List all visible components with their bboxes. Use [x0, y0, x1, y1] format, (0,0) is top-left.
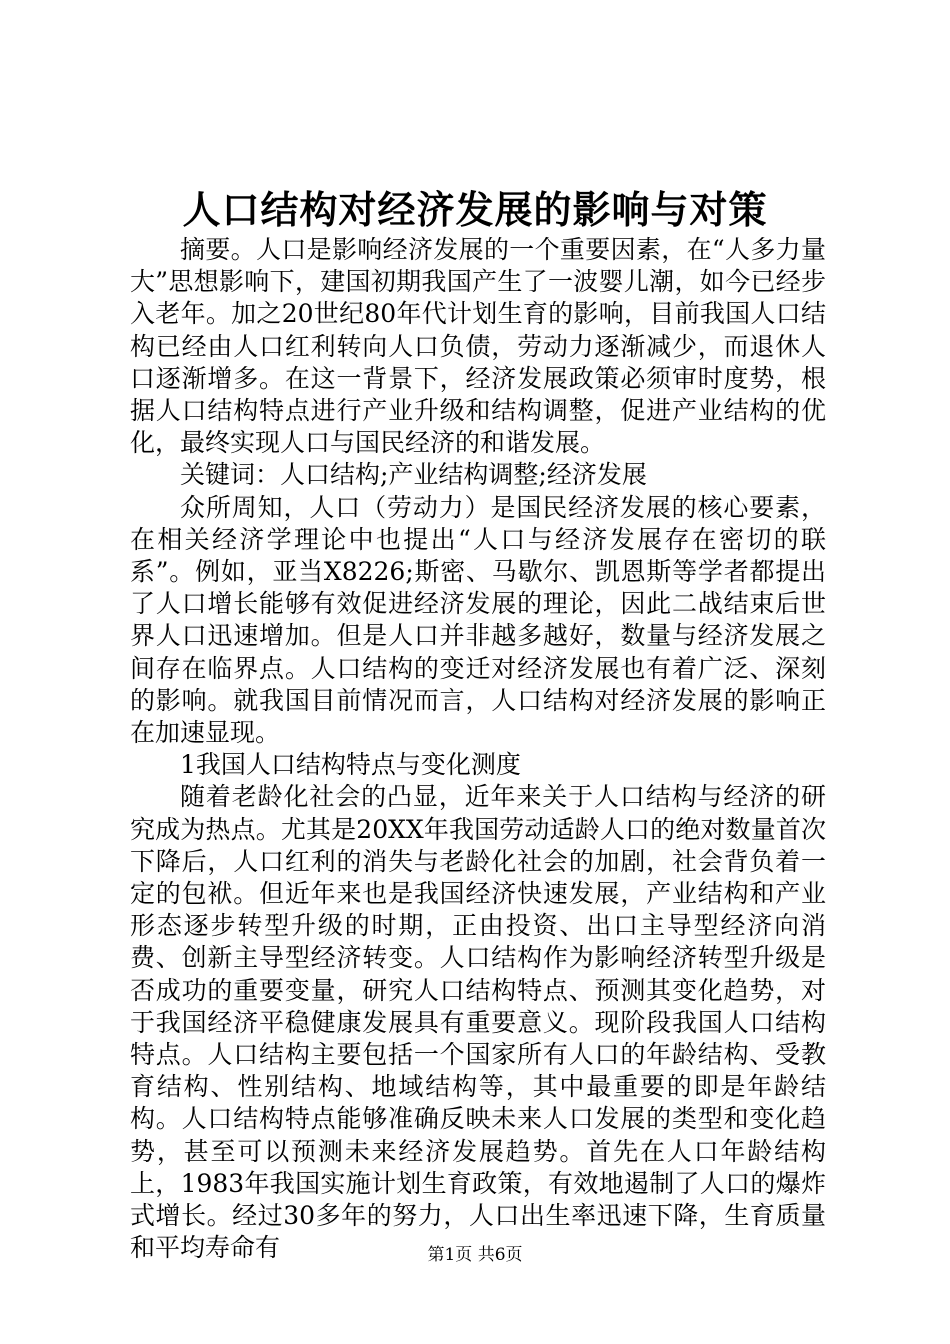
section-heading: 1我国人口结构特点与变化测度 — [180, 750, 521, 780]
abstract-paragraph: 摘要。人口是影响经济发展的一个重要因素，在“人多力量大”思想影响下，建国初期我国产生了一波婴儿潮，如今已经步入老年。加之20世纪80年代计划生育的影响，目前我国人口结构已经由人口红利转向人口负债，劳动力逐渐减少，而退休人口逐渐增多。在这一背景下，经济发展政策必须审时度势，根据人口结构特点进行产业升级和结构调整，促进产业结构的优化，最终实现人口与国民经济的和谐发展。 — [130, 235, 826, 458]
keywords-paragraph: 关键词：人口结构;产业结构调整;经济发展 — [180, 460, 647, 490]
document-title: 人口结构对经济发展的影响与对策 — [182, 187, 768, 232]
section-paragraph: 随着老龄化社会的凸显，近年来关于人口结构与经济的研究成为热点。尤其是20XX年我国劳动适龄人口的绝对数量首次下降后，人口红利的消失与老龄化社会的加剧，社会背负着一定的包袱。但近年来也是我国经济快速发展，产业结构和产业形态逐步转型升级的时期，正由投资、出口主导型经济向消费、创新主导型经济转变。人口结构作为影响经济转型升级是否成功的重要变量，研究人口结构特点、预测其变化趋势，对于我国经济平稳健康发展具有重要意义。现阶段我国人口结构特点。人口结构主要包括一个国家所有人口的年龄结构、受教育结构、性别结构、地域结构等，其中最重要的即是年龄结构。人口结构特点能够准确反映未来人口发展的类型和变化趋势，甚至可以预测未来经济发展趋势。首先在人口年龄结构上，1983年我国实施计划生育政策，有效地遏制了人口的爆炸式增长。经过30多年的努力，人口出生率迅速下降，生育质量和平均寿命有 — [130, 782, 826, 1263]
page-footer: 第1页 共6页 — [427, 1245, 523, 1265]
document-body — [130, 234, 826, 1265]
intro-paragraph: 众所周知，人口（劳动力）是国民经济发展的核心要素，在相关经济学理论中也提出“人口与经济发展存在密切的联系”。例如，亚当X8226;斯密、马歇尔、凯恩斯等学者都提出了人口增长能够有效促进经济发展的理论，因此二战结束后世界人口迅速增加。但是人口并非越多越好，数量与经济发展之间存在临界点。人口结构的变迁对经济发展也有着广泛、深刻的影响。就我国目前情况而言，人口结构对经济发展的影响正在加速显现。 — [130, 492, 826, 748]
